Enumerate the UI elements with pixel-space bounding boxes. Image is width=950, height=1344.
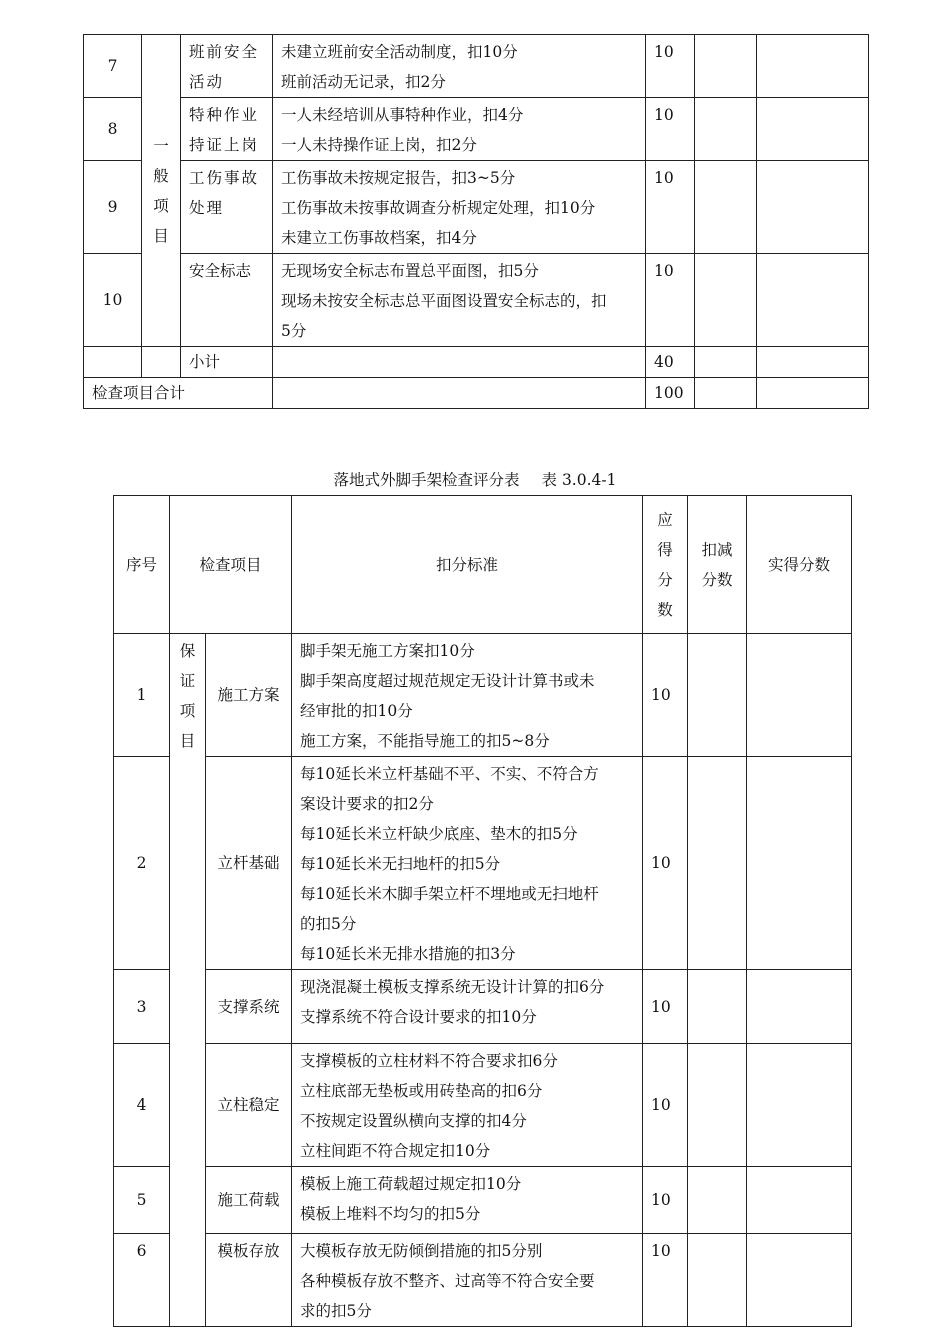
deduction-criteria: 支撑模板的立柱材料不符合要求扣6分 立柱底部无垫板或用砖垫高的扣6分 不按规定设置纵横向支撑的扣4分 立柱间距不符合规定扣10分 [292,1044,643,1167]
deduction-criteria: 工伤事故未按规定报告，扣3~5分 工伤事故未按事故调查分析规定处理，扣10分 未建立工伤事故档案，扣4分 [273,161,646,254]
row-number: 5 [114,1167,170,1234]
check-item: 安全标志 [181,254,273,347]
full-score: 10 [646,98,695,161]
full-score: 10 [646,254,695,347]
deduction-cell [695,35,757,98]
deduction-cell [688,757,747,970]
actual-score-cell [747,1167,852,1234]
deduction-cell [695,98,757,161]
empty-cell [142,347,181,378]
check-item: 支撑系统 [206,970,292,1044]
row-number: 2 [114,757,170,970]
deduction-criteria: 脚手架无施工方案扣10分 脚手架高度超过规范规定无设计计算书或未 经审批的扣10分 施工方案，不能指导施工的扣5~8分 [292,634,643,757]
check-item: 立柱稳定 [206,1044,292,1167]
table-caption [0,470,950,490]
header-item: 检查项目 [170,496,292,634]
deduction-criteria: 每10延长米立杆基础不平、不实、不符合方 案设计要求的扣2分 每10延长米立杆缺少底座、垫木的扣5分 每10延长米无扫地杆的扣5分 每10延长米木脚手架立杆不埋地或无扫地杆 的扣5分 每10延长米无排水措施的扣3分 [292,757,643,970]
full-score: 10 [646,161,695,254]
full-score: 10 [643,1167,688,1234]
actual-score-cell [747,1234,852,1327]
deduction-cell [688,1044,747,1167]
empty-cell [695,378,757,409]
check-item: 施工荷载 [206,1167,292,1234]
header-row [114,496,852,634]
subtotal-score: 40 [646,347,695,378]
table-row [114,634,852,757]
table-row [84,161,869,254]
empty-cell [695,347,757,378]
actual-score-cell [747,1044,852,1167]
check-item: 施工方案 [206,634,292,757]
category-cell: 一 般 项 目 [142,35,181,347]
table-title: 落地式外脚手架检查评分表 [333,471,520,489]
deduction-criteria: 模板上施工荷载超过规定扣10分 模板上堆料不均匀的扣5分 [292,1167,643,1234]
deduction-cell [688,1234,747,1327]
check-item: 特种作业 持证上岗 [181,98,273,161]
table-general-items [83,34,869,409]
table-number: 表 3.0.4-1 [541,471,617,489]
row-number: 1 [114,634,170,757]
row-number: 3 [114,970,170,1044]
full-score: 10 [643,1044,688,1167]
check-item: 工伤事故 处理 [181,161,273,254]
deduction-criteria: 无现场安全标志布置总平面图，扣5分 现场未按安全标志总平面图设置安全标志的，扣 5分 [273,254,646,347]
deduction-cell [688,634,747,757]
empty-cell [273,378,646,409]
header-deduct: 扣减 分数 [688,496,747,634]
full-score: 10 [643,1234,688,1327]
deduction-cell [688,970,747,1044]
header-actual: 实得分数 [747,496,852,634]
full-score: 10 [643,634,688,757]
actual-score-cell [757,161,869,254]
table-row [114,1234,852,1327]
empty-cell [757,347,869,378]
table-row [114,970,852,1044]
total-score: 100 [646,378,695,409]
check-item: 立杆基础 [206,757,292,970]
deduction-cell [695,254,757,347]
row-number: 9 [84,161,142,254]
table-row [84,35,869,98]
actual-score-cell [747,634,852,757]
empty-cell [273,347,646,378]
deduction-criteria: 一人未经培训从事特种作业，扣4分 一人未持操作证上岗，扣2分 [273,98,646,161]
header-criteria: 扣分标准 [292,496,643,634]
deduction-criteria: 未建立班前安全活动制度，扣10分 班前活动无记录，扣2分 [273,35,646,98]
row-number: 10 [84,254,142,347]
header-no: 序号 [114,496,170,634]
empty-cell [84,347,142,378]
row-number: 8 [84,98,142,161]
actual-score-cell [757,254,869,347]
actual-score-cell [757,98,869,161]
deduction-cell [695,161,757,254]
deduction-cell [688,1167,747,1234]
subtotal-label: 小计 [181,347,273,378]
total-row [84,378,869,409]
table-row [84,98,869,161]
subtotal-row [84,347,869,378]
full-score: 10 [643,970,688,1044]
deduction-criteria: 现浇混凝土模板支撑系统无设计计算的扣6分 支撑系统不符合设计要求的扣10分 [292,970,643,1044]
table-row [114,1167,852,1234]
deduction-criteria: 大模板存放无防倾倒措施的扣5分别 各种模板存放不整齐、过高等不符合安全要 求的扣5分 [292,1234,643,1327]
row-number: 6 [114,1234,170,1327]
table-row [114,757,852,970]
check-item: 模板存放 [206,1234,292,1327]
table-scaffold-scoring [113,495,852,1327]
row-number: 4 [114,1044,170,1167]
full-score: 10 [646,35,695,98]
actual-score-cell [747,757,852,970]
category-cell: 保 证 项 目 [170,634,206,1327]
empty-cell [757,378,869,409]
header-score: 应 得 分 数 [643,496,688,634]
full-score: 10 [643,757,688,970]
total-label: 检查项目合计 [84,378,273,409]
table-row [114,1044,852,1167]
row-number: 7 [84,35,142,98]
actual-score-cell [747,970,852,1044]
check-item: 班前安全 活动 [181,35,273,98]
table-row [84,254,869,347]
actual-score-cell [757,35,869,98]
